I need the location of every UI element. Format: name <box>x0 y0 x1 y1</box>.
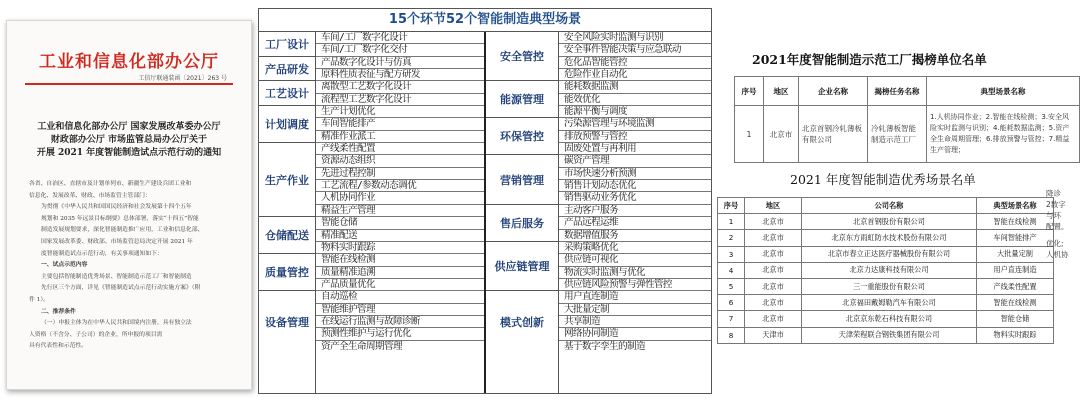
scenario-item: 物流实时监测与优化 <box>559 267 711 279</box>
row-company: 北京福田戴姆勒汽车有限公司 <box>802 295 977 311</box>
row-company: 三一重能股份有限公司 <box>802 278 977 294</box>
left-category: 设备管理 <box>265 316 309 330</box>
scenario-item: 生产计划优化 <box>316 106 484 118</box>
scenario-item: 智能在线检测 <box>316 254 484 266</box>
scenario-item: 精准作业派工 <box>316 131 484 143</box>
header-cell: 典型场景名称 <box>977 198 1054 214</box>
row-scene: 用户直连制造 <box>977 262 1054 278</box>
cropped-text-fragment: 与环 <box>1046 211 1061 220</box>
scenario-item: 产品远程运维 <box>559 217 711 229</box>
scenario-item: 能效优化 <box>559 94 711 106</box>
doc-body-line: 规划和 2035 年远景目标纲要》总体部署，落实“十四五”智能 <box>41 215 199 222</box>
scenario-item: 销售计划动态优化 <box>559 180 711 192</box>
scenario-item: 主动客户服务 <box>559 205 711 217</box>
row-no: 8 <box>718 327 745 343</box>
row-region: 北京市 <box>745 311 802 327</box>
right-category: 环保管控 <box>486 118 558 155</box>
row-region: 北京市 <box>764 106 799 163</box>
row-company: 天津荣程联合钢铁集团有限公司 <box>802 327 977 343</box>
row-company: 北京首钢冷轧薄板有限公司 <box>799 106 868 163</box>
scenario-item: 固废处置与再利用 <box>559 143 711 155</box>
scenario-item: 在线运行监测与故障诊断 <box>316 316 484 328</box>
scenario-table-title: 15个环节52个智能制造典型场景 <box>259 9 711 32</box>
row-scene: 智能仓储 <box>977 311 1054 327</box>
doc-heading <box>21 121 237 160</box>
scenario-item: 产线柔性配置 <box>316 143 484 155</box>
doc-body-line: 主要包括智能制造优秀场景、智能制造示范工厂和智能制造 <box>41 273 192 280</box>
cropped-text-fragment: 配置。 <box>1046 222 1069 231</box>
row-scene: 智能在线检测 <box>977 214 1054 230</box>
scenario-table <box>258 8 712 394</box>
doc-issuer-title: 工业和信息化部办公厅 <box>39 52 219 72</box>
scenario-item: 共享制造 <box>559 316 711 328</box>
table-row <box>718 311 1054 327</box>
scenario-item: 物料实时跟踪 <box>316 242 484 254</box>
left-category: 仓储配送 <box>259 217 315 254</box>
scenario-item: 资源动态组织 <box>316 155 484 167</box>
scenario-item: 市场快速分析预测 <box>559 168 711 180</box>
scenario-item: 产品质量优化 <box>316 279 484 291</box>
right-category: 供应链管理 <box>486 242 558 291</box>
scenario-item: 安全事件智能决策与应急联动 <box>559 44 711 56</box>
scenario-item: 质量精准追溯 <box>316 267 484 279</box>
scene-line: 生产管理； <box>930 146 965 154</box>
doc-body-line: 各省、自治区、直辖市及计划单列市、新疆生产建设兵团工业和 <box>29 181 192 187</box>
scenario-item: 危化品智能管控 <box>559 57 711 69</box>
doc-body-line: 信息化、发展改革、财政、市场监管主管部门： <box>29 192 151 199</box>
row-company: 北京首钢股份有限公司 <box>802 214 977 230</box>
doc-body-line: 件 1）。 <box>29 296 50 303</box>
left-category-column <box>259 32 316 393</box>
right-category: 能源管理 <box>486 81 558 118</box>
cropped-text-fragment: 优化; <box>1046 239 1064 248</box>
doc-body-line: 为贯彻《中华人民共和国国民经济和社会发展第十四个五年 <box>41 204 192 211</box>
row-company: 北京东方雨虹防水技术股份有限公司 <box>802 230 977 246</box>
doc-body-line: 一、试点示范内容 <box>41 262 88 269</box>
header-cell: 地区 <box>745 198 802 214</box>
scenario-item: 车间/工厂数字化设计 <box>316 32 484 44</box>
cropped-text-fragment: 降诊 <box>1046 189 1061 198</box>
header-cell: 公司名称 <box>802 198 977 214</box>
scenario-item: 数据增值服务 <box>559 230 711 242</box>
table-row <box>718 262 1054 278</box>
scenario-item: 离散型工艺数字化设计 <box>316 81 484 93</box>
scenario-item: 自动巡检 <box>316 291 484 303</box>
right-category-column <box>486 32 559 393</box>
row-no: 2 <box>718 230 745 246</box>
doc-heading-line: 工业和信息化部办公厅 国家发展改革委办公厅 <box>37 122 221 132</box>
scenario-item: 安全风险实时监测与识别 <box>559 32 711 44</box>
row-region: 北京市 <box>745 230 802 246</box>
doc-heading-line: 开展 2021 年度智能制造试点示范行动的通知 <box>36 148 222 158</box>
scenario-item: 智能仓储 <box>316 217 484 229</box>
scene-line: 险实时监测与识别；4.能耗数据监测；5.资产 <box>930 124 1070 132</box>
row-no: 4 <box>718 262 745 278</box>
table-row <box>718 278 1054 294</box>
notice-document <box>6 20 252 390</box>
left-category: 产品研发 <box>259 57 315 82</box>
scene-line: 1.人机协同作业；2.智能在线检测；3.安全风 <box>930 113 1070 121</box>
scenario-item: 车间/工厂数字化交付 <box>316 44 484 56</box>
scenario-item: 供应链可视化 <box>559 254 711 266</box>
scenario-item: 原料性质表征与配方研发 <box>316 69 484 81</box>
table-row <box>735 106 1080 163</box>
doc-body-line: 制造发展规划要求，深化智能制造推广应用，工业和信息化部、 <box>41 227 204 234</box>
left-category: 工厂设计 <box>259 32 315 57</box>
row-scene: 物料实时跟踪 <box>977 327 1054 343</box>
scenario-item: 销售驱动业务优化 <box>559 192 711 204</box>
scenario-item: 基于数字孪生的制造 <box>564 340 645 352</box>
right-category: 售后服务 <box>486 205 558 242</box>
scenario-item: 人机协同作业 <box>316 192 484 204</box>
row-region: 北京市 <box>745 262 802 278</box>
scenario-item: 工艺流程/参数动态调优 <box>316 180 484 192</box>
left-category: 计划调度 <box>259 106 315 143</box>
table-row <box>718 214 1054 230</box>
row-region: 北京市 <box>745 214 802 230</box>
scenario-item: 污染源管理与环境监测 <box>559 118 711 130</box>
doc-body-line: 先行区三个方面，详见《智能制造试点示范行动实施方案》（附 <box>41 285 201 292</box>
left-category: 工艺设计 <box>259 81 315 106</box>
row-scene: 智能在线检测 <box>977 295 1054 311</box>
left-scenario-column <box>316 32 486 393</box>
cropped-text-fragment: 2数字 <box>1046 200 1066 209</box>
header-cell: 序号 <box>718 198 745 214</box>
row-scenes <box>927 106 1080 163</box>
factory-list-title: 2021年度智能制造示范工厂揭榜单位名单 <box>752 52 987 67</box>
doc-body-line: 国家发展改革委、财政部、市场监管总局决定开展 2021 年 <box>41 238 193 245</box>
row-task: 冷轧薄板智能制造示范工厂 <box>868 106 927 163</box>
scenario-item: 网络协同制造 <box>559 328 711 340</box>
table-row <box>718 230 1054 246</box>
scene-list-table <box>717 197 1054 344</box>
header-cell: 揭榜任务名称 <box>868 77 927 106</box>
doc-red-rule <box>25 83 233 85</box>
scenario-item: 供应链风险预警与弹性管控 <box>559 279 711 291</box>
factory-list-table <box>734 76 1080 163</box>
doc-body-line: 二、推荐条件 <box>41 308 76 315</box>
scenario-item: 车间智能排产 <box>316 118 484 130</box>
row-region: 天津市 <box>745 327 802 343</box>
scenario-item: 采购策略优化 <box>559 242 711 254</box>
row-region: 北京市 <box>745 295 802 311</box>
doc-body-line: 度智能制造试点示范行动，有关事项通知如下： <box>41 250 163 257</box>
row-company: 北京京东乾石科技有限公司 <box>802 311 977 327</box>
row-company: 北京市春立正达医疗器械股份有限公司 <box>802 246 977 262</box>
row-no: 6 <box>718 295 745 311</box>
scenario-item: 能源平衡与调度 <box>559 106 711 118</box>
left-category: 质量管控 <box>259 254 315 291</box>
scenario-item: 精益生产管理 <box>316 205 484 217</box>
doc-number: 工信厅联通装函〔2021〕263 号 <box>138 75 227 82</box>
table-row <box>718 246 1054 262</box>
table-row <box>718 295 1054 311</box>
scenario-item: 大批量定制 <box>559 304 711 316</box>
scenario-item: 预测性维护与运行优化 <box>316 328 484 340</box>
scene-list-title: 2021 年度智能制造优秀场景名单 <box>790 172 976 187</box>
row-no: 7 <box>718 311 745 327</box>
scenario-item: 能耗数据监测 <box>559 81 711 93</box>
scenario-item: 危险作业自动化 <box>559 69 711 81</box>
row-company: 北京力达康科技有限公司 <box>802 262 977 278</box>
scenario-item: 先进过程控制 <box>316 168 484 180</box>
doc-body-line: 具有代表性和示范性。 <box>29 343 87 350</box>
left-category: 生产作业 <box>259 143 315 217</box>
scenario-item: 碳资产管理 <box>559 155 711 167</box>
row-no: 1 <box>718 214 745 230</box>
doc-heading-line: 财政部办公厅 市场监管总局办公厅关于 <box>50 135 208 145</box>
row-no: 3 <box>718 246 745 262</box>
row-scene: 产线柔性配置 <box>977 278 1054 294</box>
right-category: 模式创新 <box>500 316 544 330</box>
row-scene: 车间智能排产 <box>977 230 1054 246</box>
scenario-item: 资产全生命周期管理 <box>321 340 402 352</box>
right-category: 安全管控 <box>486 32 558 81</box>
scenario-item: 产品数字化设计与仿真 <box>316 57 484 69</box>
row-region: 北京市 <box>745 278 802 294</box>
scenario-item: 精准配送 <box>316 230 484 242</box>
scene-line: 全生命周期管理；6.排放预警与管控；7.精益 <box>930 135 1070 143</box>
cropped-text-fragment: 人机协 <box>1046 250 1069 259</box>
scenario-item: 排放预警与管控 <box>559 131 711 143</box>
header-cell: 典型场景名称 <box>927 77 1080 106</box>
header-cell: 企业名称 <box>799 77 868 106</box>
doc-body-line: 人资格（不含分、子公司）的企业，所申报的项目需 <box>29 331 163 338</box>
scenario-item: 智能维护管理 <box>316 304 484 316</box>
scenario-item: 用户直连制造 <box>559 291 711 303</box>
header-cell: 序号 <box>735 77 764 106</box>
right-category: 营销管理 <box>486 155 558 204</box>
doc-body <box>29 179 235 353</box>
row-number: 1 <box>735 106 764 163</box>
scenario-item: 流程型工艺数字化设计 <box>316 94 484 106</box>
table-row <box>718 327 1054 343</box>
right-scenario-column <box>559 32 711 393</box>
row-scene: 大批量定制 <box>977 246 1054 262</box>
doc-body-line: （一）申报主体为在中华人民共和国境内注册，具有独立法 <box>41 320 192 327</box>
row-no: 5 <box>718 278 745 294</box>
header-cell: 地区 <box>764 77 799 106</box>
row-region: 北京市 <box>745 246 802 262</box>
